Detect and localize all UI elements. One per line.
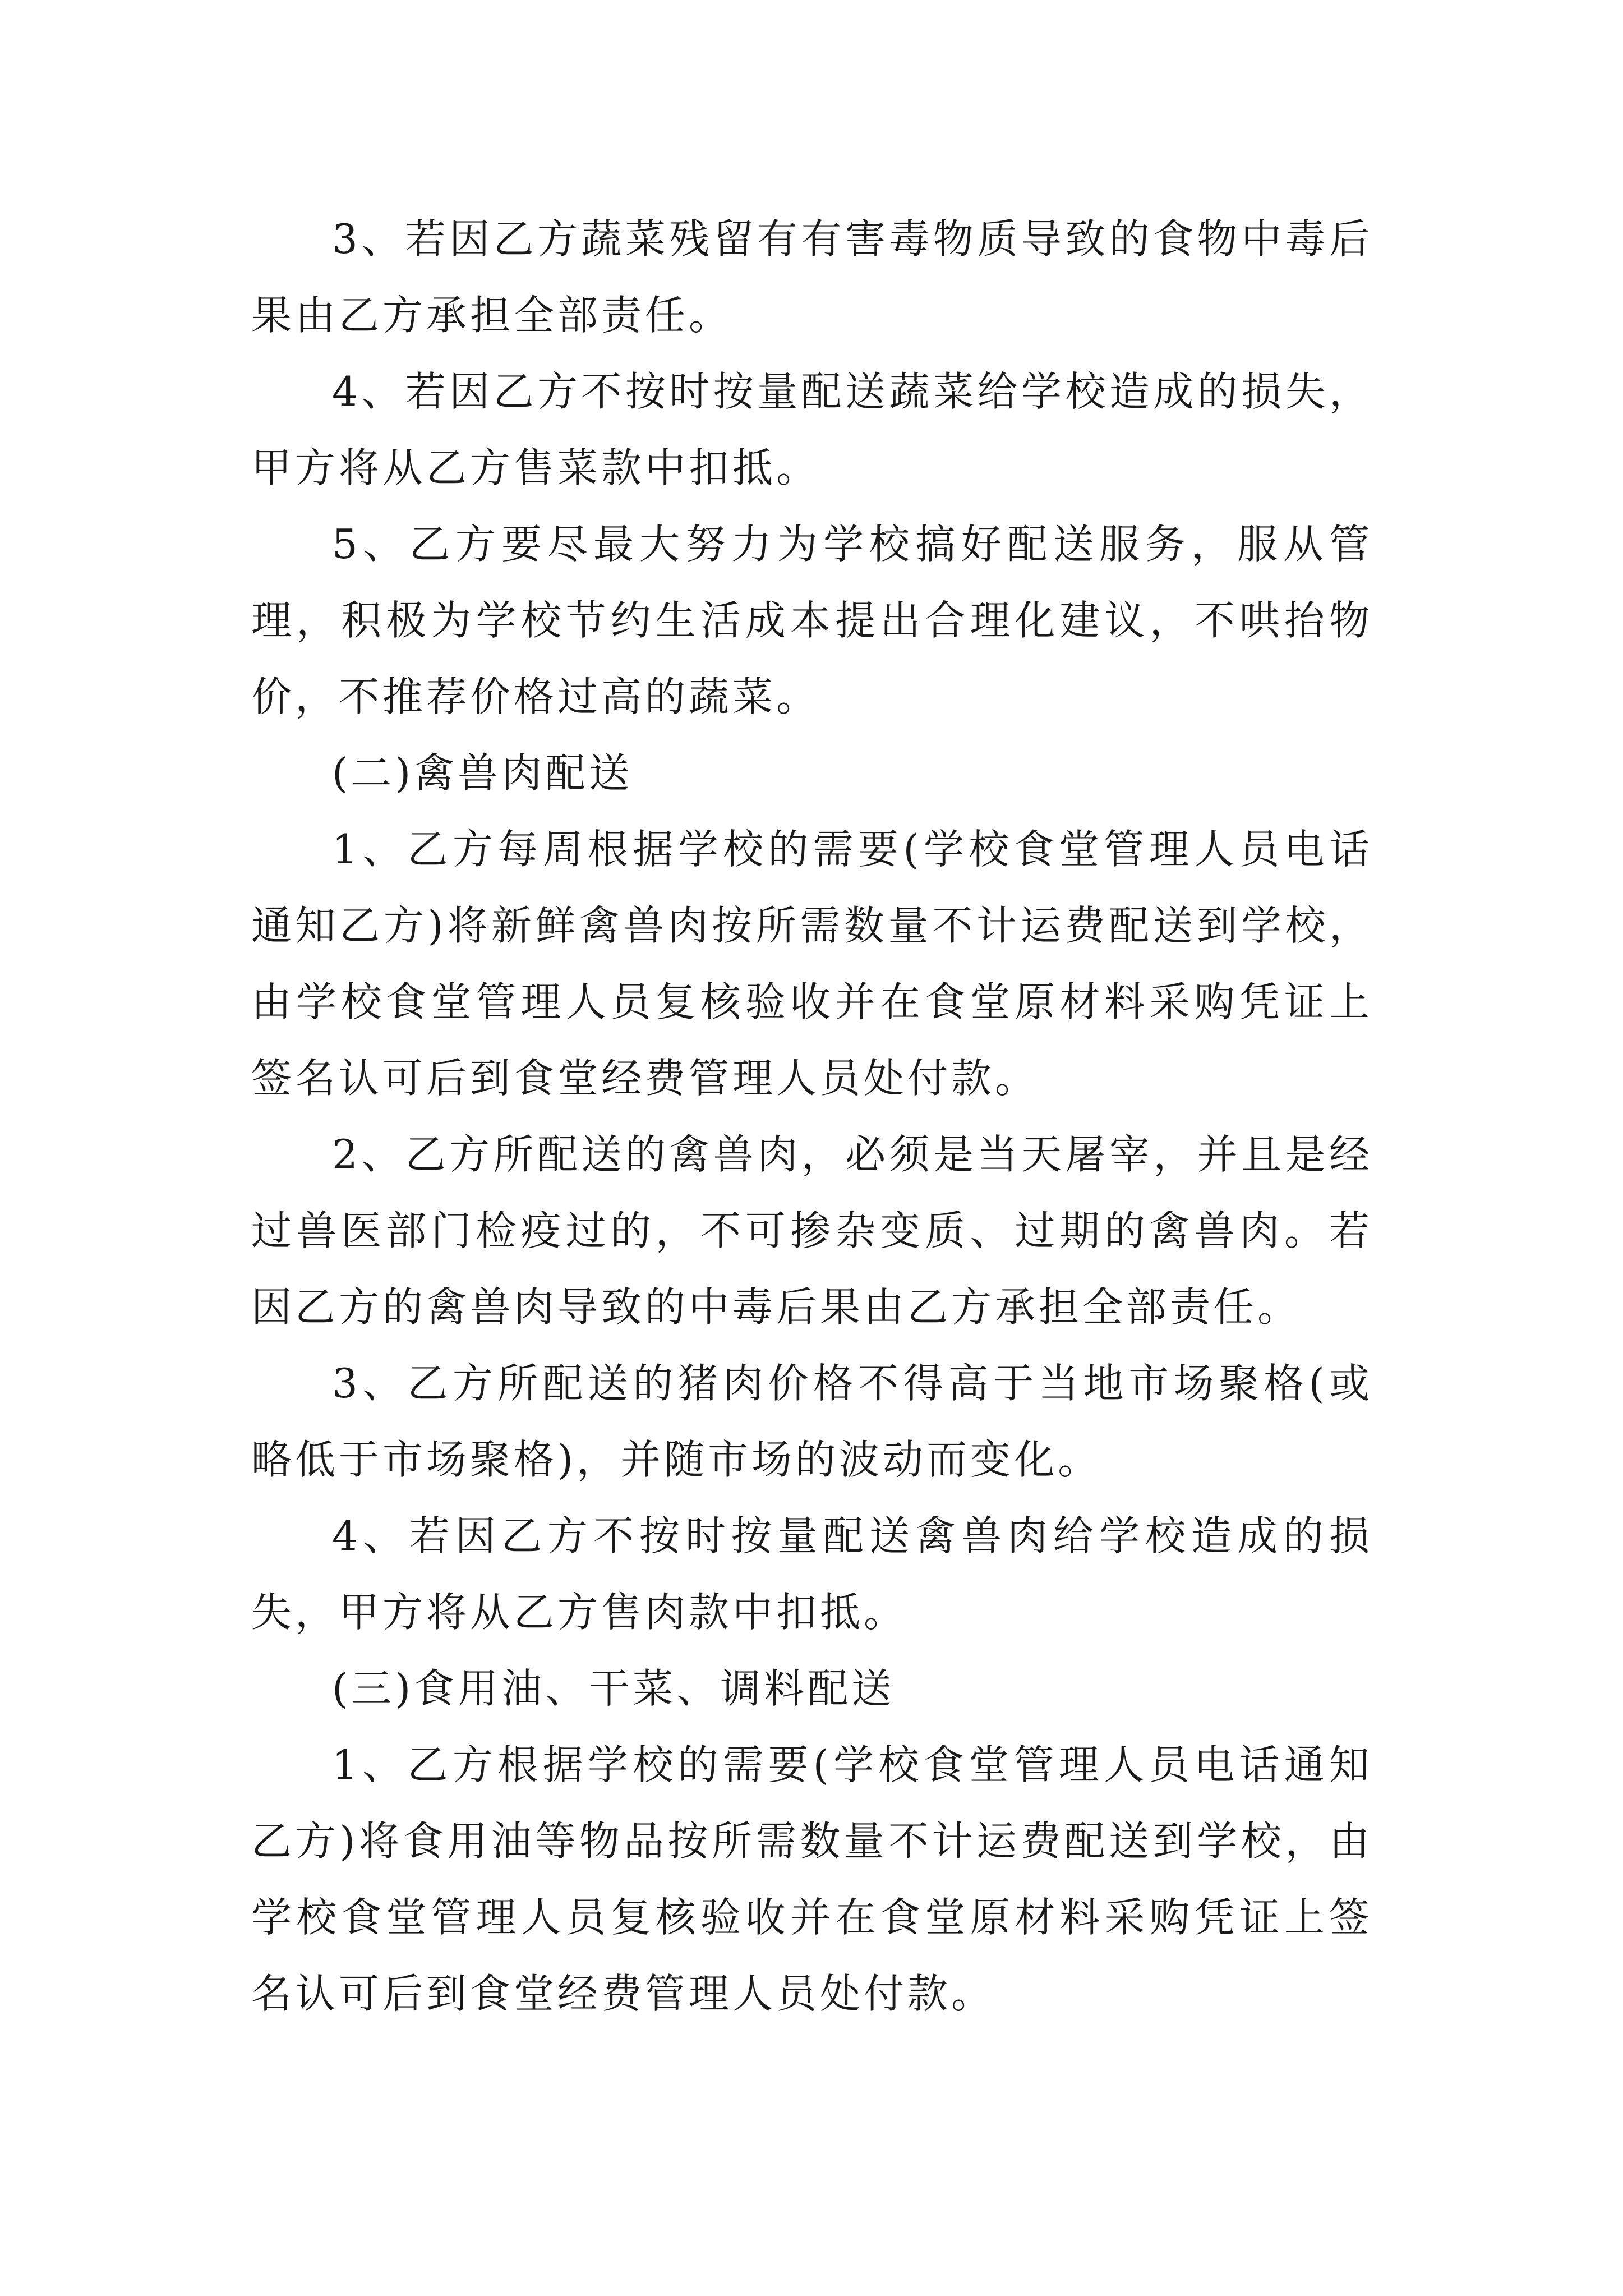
document-page	[251, 201, 1373, 2032]
section-heading-meat-delivery: (二)禽兽肉配送	[332, 749, 633, 797]
section-heading-oil-condiment-delivery: (三)食用油、干菜、调料配送	[332, 1665, 896, 1712]
paragraph-meat-delivery-loss: 4、若因乙方不按时按量配送禽兽肉给学校造成的损失，甲方将从乙方售肉款中扣抵。	[251, 1512, 1373, 1636]
paragraph-pork-price: 3、乙方所配送的猪肉价格不得高于当地市场聚格(或略低于市场聚格)，并随市场的波动而变化。	[251, 1360, 1373, 1483]
paragraph-vegetable-delivery-loss: 4、若因乙方不按时按量配送蔬菜给学校造成的损失，甲方将从乙方售菜款中扣抵。	[251, 368, 1373, 491]
paragraph-vegetable-poisoning-liability: 3、若因乙方蔬菜残留有有害毒物质导致的食物中毒后果由乙方承担全部责任。	[251, 215, 1373, 339]
paragraph-oil-delivery: 1、乙方根据学校的需要(学校食堂管理人员电话通知乙方)将食用油等物品按所需数量不计运费配送到学校，由学校食堂管理人员复核验收并在食堂原材料采购凭证上签名认可后到食堂经费管理人员处付款。	[251, 1741, 1373, 2017]
paragraph-meat-quarantine: 2、乙方所配送的禽兽肉，必须是当天屠宰，并且是经过兽医部门检疫过的，不可掺杂变质、过期的禽兽肉。若因乙方的禽兽肉导致的中毒后果由乙方承担全部责任。	[251, 1131, 1373, 1331]
paragraph-delivery-service: 5、乙方要尽最大努力为学校搞好配送服务，服从管理，积极为学校节约生活成本提出合理化建议，不哄抬物价，不推荐价格过高的蔬菜。	[251, 521, 1373, 720]
paragraph-meat-weekly-delivery: 1、乙方每周根据学校的需要(学校食堂管理人员电话通知乙方)将新鲜禽兽肉按所需数量不计运费配送到学校，由学校食堂管理人员复核验收并在食堂原材料采购凭证上签名认可后到食堂经费管理人员处付款。	[251, 826, 1373, 1102]
